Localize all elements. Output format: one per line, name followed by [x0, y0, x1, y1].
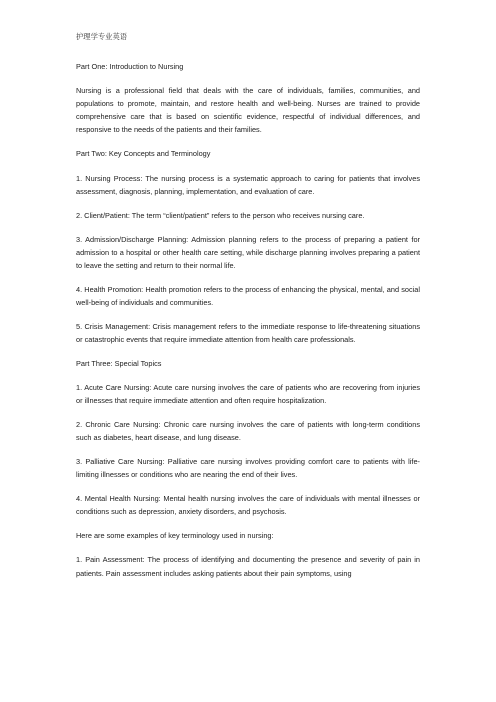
topic-mental-health: 4. Mental Health Nursing: Mental health nursing involves the care of individuals with mental illnesses or conditions such as depression, anxiety disorders, and psychosis.: [76, 494, 420, 517]
term-crisis-management: 5. Crisis Management: Crisis management refers to the immediate response to life-threatening situations or catastrophic events that require immediate attention from health care professionals.: [76, 322, 420, 345]
term-admission-discharge: 3. Admission/Discharge Planning: Admission planning refers to the process of preparing a patient for admission to a hospital or other health care setting, while discharge planning involves preparing a patient to leave the setting and return to their normal life.: [76, 234, 420, 271]
part-two-heading: Part Two: Key Concepts and Terminology: [76, 149, 211, 159]
part-three-heading: Part Three: Special Topics: [76, 358, 162, 368]
part-one-heading: Part One: Introduction to Nursing: [76, 62, 184, 71]
topic-palliative-care: 3. Palliative Care Nursing: Palliative care nursing involves providing comfort care to patients with life-limiting illnesses or conditions who are nearing the end of their lives.: [76, 456, 420, 480]
topic-acute-care: 1. Acute Care Nursing: Acute care nursing involves the care of patients who are recovering from injuries or illnesses that require immediate attention and often require hospitalization.: [76, 382, 420, 405]
document-title: 护理学专业英语: [76, 32, 128, 41]
term-client-patient: 2. Client/Patient: The term “client/patient” refers to the person who receives nursing care.: [76, 210, 365, 220]
part-one-body: Nursing is a professional field that deals with the care of individuals, families, communities, and populations to promote, maintain, and restore health and well-being. Nurses are trained to provide comprehensive care that is based on scientific evidence, respectful of individual differences, and responsive to the needs of the patients and their families.: [76, 86, 420, 135]
example-pain-assessment: 1. Pain Assessment: The process of identifying and documenting the presence and severity of pain in patients. Pain assessment includes asking patients about their pain symptoms, using: [76, 555, 420, 578]
examples-intro: Here are some examples of key terminology used in nursing:: [76, 531, 274, 541]
term-nursing-process: 1. Nursing Process: The nursing process is a systematic approach to caring for patients that involves assessment, diagnosis, planning, implementation, and evaluation of care.: [76, 173, 420, 196]
term-health-promotion: 4. Health Promotion: Health promotion refers to the process of enhancing the physical, mental, and social well-being of individuals and communities.: [76, 285, 420, 308]
topic-chronic-care: 2. Chronic Care Nursing: Chronic care nursing involves the care of patients with long-term conditions such as diabetes, heart disease, and lung disease.: [76, 419, 420, 442]
